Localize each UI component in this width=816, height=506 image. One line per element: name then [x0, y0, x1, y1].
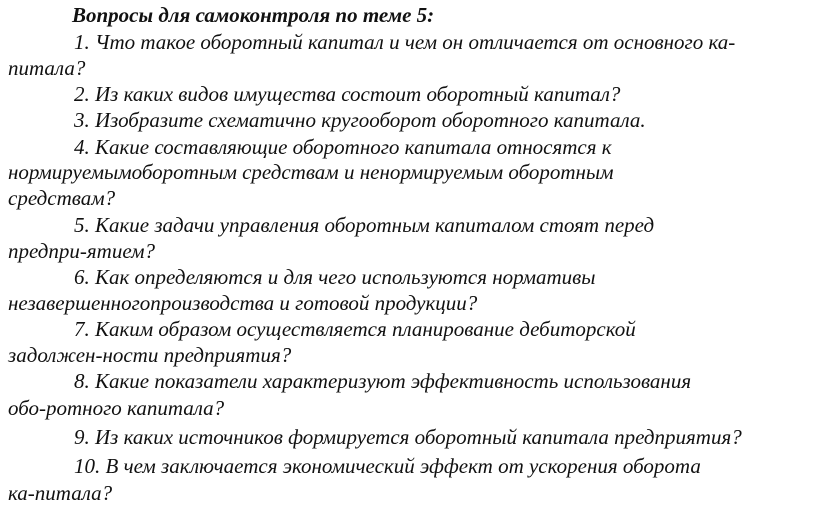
question-3-line-1: 3. Изобразите схематично кругооборот оборотного капитала. [74, 108, 646, 132]
question-6-line-1: 6. Как определяются и для чего используются нормативы [74, 265, 596, 289]
question-4-line-2: нормируемымоборотным средствам и ненормируемым оборотным [8, 160, 614, 184]
question-10-line-2: ка-питала? [8, 481, 113, 505]
question-1-line-1: 1. Что такое оборотный капитал и чем он отличается от основного ка- [74, 30, 736, 54]
question-10-line-1: 10. В чем заключается экономический эффект от ускорения оборота [74, 454, 701, 478]
question-1-line-2: питала? [8, 56, 86, 80]
question-2-line-1: 2. Из каких видов имущества состоит оборотный капитал? [74, 82, 621, 106]
question-6-line-2: незавершенногопроизводства и готовой продукции? [8, 291, 478, 315]
question-7-line-2: задолжен-ности предприятия? [8, 343, 292, 367]
question-8-line-2: обо-ротного капитала? [8, 396, 225, 420]
question-5-line-1: 5. Какие задачи управления оборотным капиталом стоят перед [74, 213, 655, 237]
page-title: Вопросы для самоконтроля по теме 5: [72, 3, 435, 27]
question-7-line-1: 7. Каким образом осуществляется планирование дебиторской [74, 317, 636, 341]
question-8-line-1: 8. Какие показатели характеризуют эффективность использования [74, 369, 692, 393]
question-5-line-2: предпри-ятием? [8, 239, 156, 263]
question-4-line-3: средствам? [8, 186, 116, 210]
question-4-line-1: 4. Какие составляющие оборотного капитала относятся к [74, 135, 612, 159]
question-9-line-1: 9. Из каких источников формируется оборотный капитала предприятия? [74, 425, 742, 449]
